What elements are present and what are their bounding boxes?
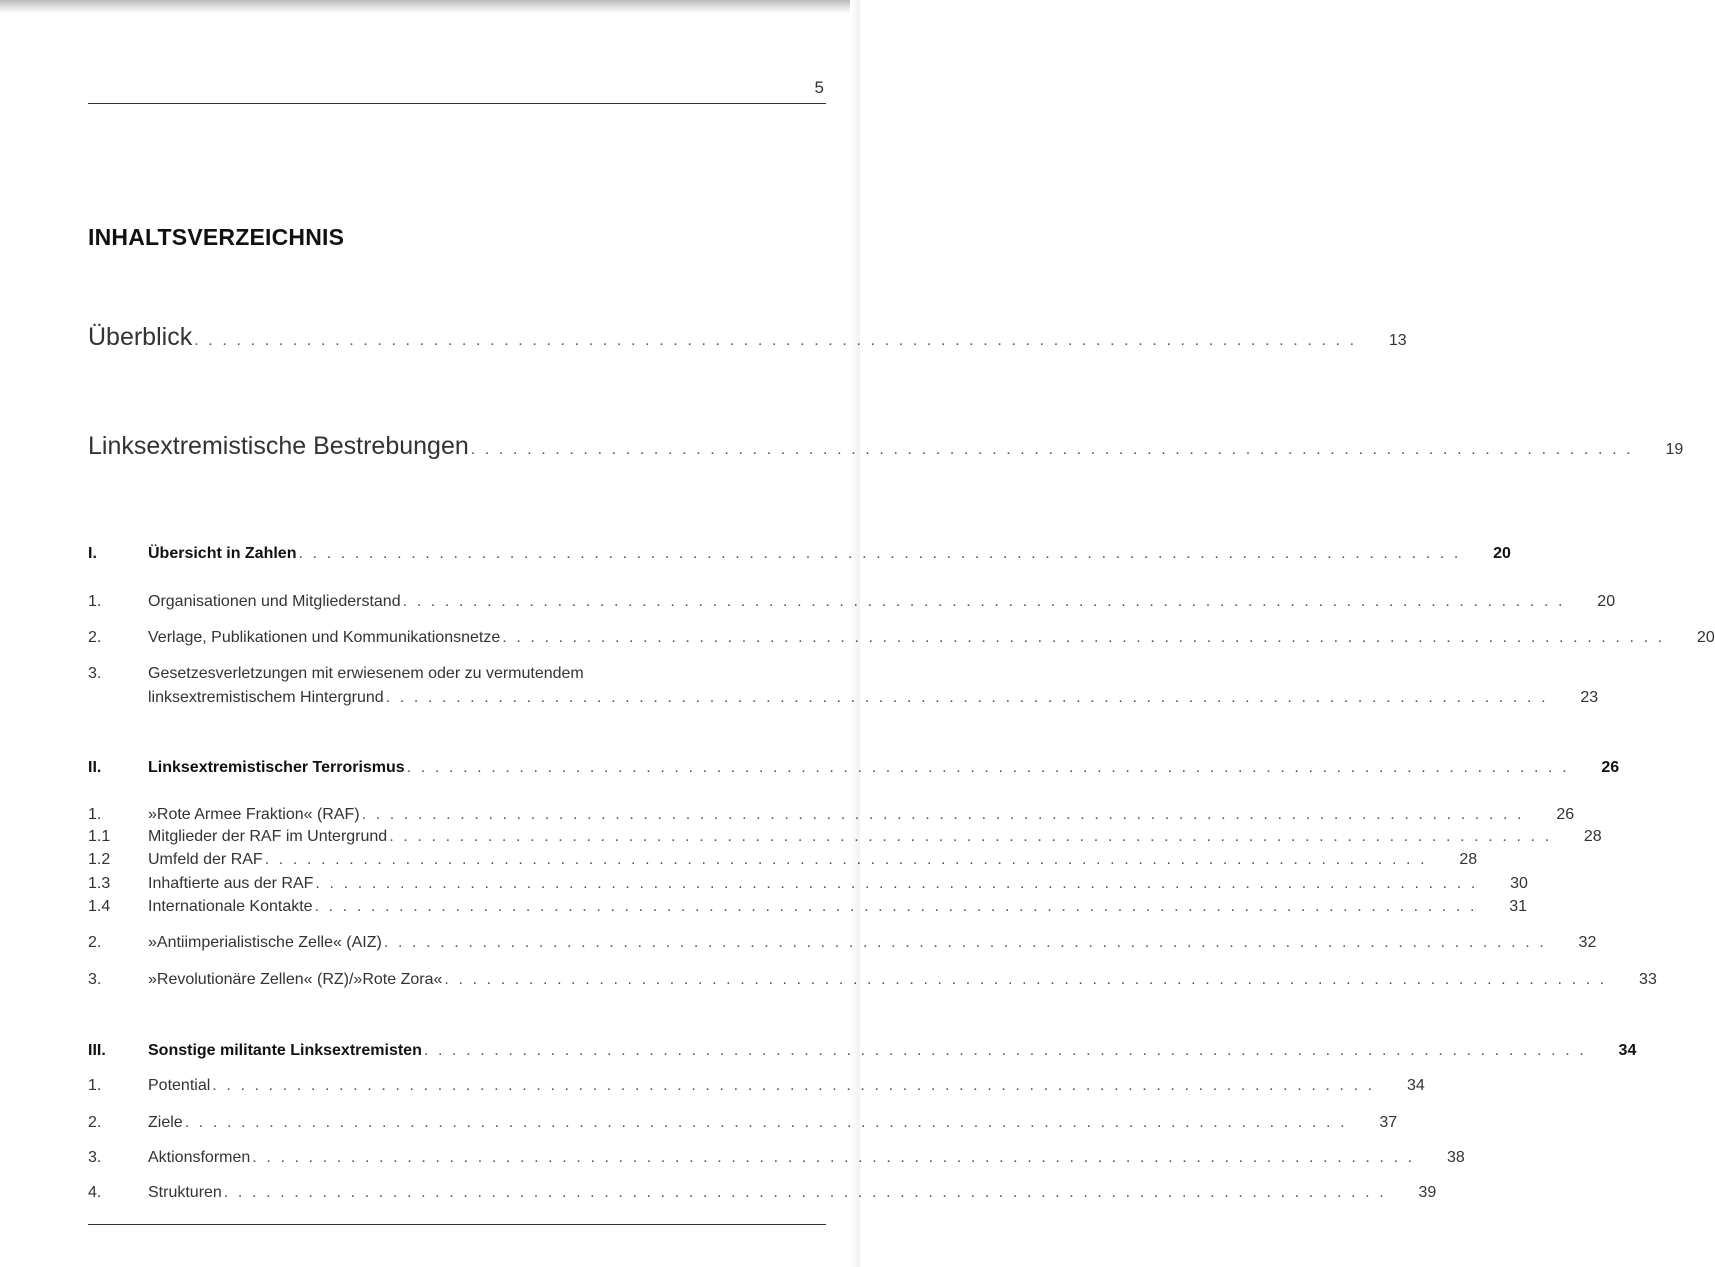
toc-page-number: 34 [1406,1077,1425,1094]
toc-leader-dots: . . . . . . . . . . . . . . . . . . . . . . . . . . . . . . . . . . . . . . . . . . . . . . . . . . . . . . . . . . . . . . . . . . . . . . . . . . . . . . . . . . . [444,971,1607,988]
toc-entry-title: »Antiimperialistische Zelle« (AIZ) [148,934,382,951]
toc-entry-3-4[interactable] [88,1184,1437,1206]
toc-entry-number: 1. [88,806,102,823]
toc-entry-title: Umfeld der RAF [148,851,263,868]
toc-entry-title: Linksextremistische Bestrebungen [88,432,469,460]
toc-entry-title: »Rote Armee Fraktion« (RAF) [148,806,360,823]
toc-leader-dots: . . . . . . . . . . . . . . . . . . . . . . . . . . . . . . . . . . . . . . . . . . . . . . . . . . . . . . . . . . . . . . . . . . . . . . . . . . . . . . . . . . . [361,806,1525,823]
toc-entry-number: 2. [88,629,102,646]
toc-entry-number: 4. [88,1184,102,1201]
toc-page-number: 28 [1583,828,1602,845]
toc-page-number: 32 [1578,934,1597,951]
toc-page-number: 23 [1580,689,1599,706]
toc-entry-number: 1.1 [88,828,111,845]
toc-entry-title: Inhaftierte aus der RAF [148,875,314,892]
toc-leader-dots: . . . . . . . . . . . . . . . . . . . . . . . . . . . . . . . . . . . . . . . . . . . . . . . . . . . . . . . . . . . . . . . . . . . . . . . . . . . . . . . . . . . [194,332,1357,349]
toc-page-number: 33 [1639,971,1657,988]
toc-leader-dots: . . . . . . . . . . . . . . . . . . . . . . . . . . . . . . . . . . . . . . . . . . . . . . . . . . . . . . . . . . . . . . . . . . . . . . . . . . . . . . . . . . . [383,934,1547,951]
toc-leader-dots: . . . . . . . . . . . . . . . . . . . . . . . . . . . . . . . . . . . . . . . . . . . . . . . . . . . . . . . . . . . . . . . . . . . . . . . . . . . . . . . . . . . [385,689,1549,706]
toc-entry-title: Ziele [148,1114,183,1131]
toc-entry-2-1-4[interactable] [88,898,1528,920]
toc-entry-2-1-3[interactable] [88,875,1528,897]
toc-page-number: 34 [1618,1042,1637,1059]
toc-leader-dots: . . . . . . . . . . . . . . . . . . . . . . . . . . . . . . . . . . . . . . . . . . . . . . . . . . . . . . . . . . . . . . . . . . . . . . . . . . . . . . . . . . . [423,1042,1587,1059]
toc-section-3[interactable] [88,1042,1637,1064]
toc-entry-title: Aktionsformen [148,1149,251,1166]
toc-entry-title: Übersicht in Zahlen [148,545,297,562]
toc-entry-number: I. [88,545,97,562]
toc-page-number: 30 [1510,875,1528,892]
toc-entry-ueberblick[interactable] [88,323,1407,357]
toc-page-number: 19 [1665,441,1684,458]
header-rule [88,103,826,104]
toc-page-number: 28 [1459,851,1478,868]
toc-entry-title-continued: linksextremistischem Hintergrund [148,689,384,706]
page-number: 5 [814,78,824,97]
toc-page-number: 26 [1601,759,1620,776]
toc-entry-3-1[interactable] [88,1077,1425,1099]
toc-entry-number: 3. [88,971,102,988]
scan-edge-top [0,0,860,14]
toc-page-number: 26 [1556,806,1575,823]
toc-entry-number: II. [88,759,102,776]
toc-entry-title: Internationale Kontakte [148,898,313,915]
toc-entry-title: Linksextremistischer Terrorismus [148,759,405,776]
toc-entry-title: Potential [148,1077,211,1094]
toc-page-number: 31 [1509,898,1528,915]
toc-entry-title: Sonstige militante Linksextremisten [148,1042,422,1059]
toc-page-number: 38 [1446,1149,1465,1166]
toc-entry-number: 1.4 [88,898,111,915]
toc-leader-dots: . . . . . . . . . . . . . . . . . . . . . . . . . . . . . . . . . . . . . . . . . . . . . . . . . . . . . . . . . . . . . . . . . . . . . . . . . . . . . . . . . . . [314,898,1478,915]
toc-entry-title: Organisationen und Mitgliederstand [148,593,401,610]
toc-entry-3-2[interactable] [88,1114,1398,1136]
toc-entry-number: 1. [88,1077,102,1094]
toc-page-number: 20 [1597,593,1616,610]
toc-entry-title: Mitglieder der RAF im Untergrund [148,828,388,845]
toc-leader-dots: . . . . . . . . . . . . . . . . . . . . . . . . . . . . . . . . . . . . . . . . . . . . . . . . . . . . . . . . . . . . . . . . . . . . . . . . . . . . . . . . . . . [315,875,1478,892]
toc-section-1[interactable] [88,545,1511,567]
toc-entry-2-3[interactable] [88,971,1657,993]
toc-entry-number: 2. [88,1114,102,1131]
toc-leader-dots: . . . . . . . . . . . . . . . . . . . . . . . . . . . . . . . . . . . . . . . . . . . . . . . . . . . . . . . . . . . . . . . . . . . . . . . . . . . . . . . . . . . [406,759,1570,776]
toc-page-number: 37 [1379,1114,1398,1131]
toc-entry-number: III. [88,1042,106,1059]
toc-entry-number: 3. [88,665,102,682]
toc-entry-title: Überblick [88,323,193,351]
toc-entry-number: 1.3 [88,875,111,892]
toc-leader-dots: . . . . . . . . . . . . . . . . . . . . . . . . . . . . . . . . . . . . . . . . . . . . . . . . . . . . . . . . . . . . . . . . . . . . . . . . . . . . . . . . . . . [223,1184,1387,1201]
toc-entry-number: 2. [88,934,102,951]
toc-entry-number: 1.2 [88,851,111,868]
toc-page-number: 13 [1388,332,1407,349]
toc-entry-title: Strukturen [148,1184,222,1201]
toc-section-2[interactable] [88,759,1620,781]
toc-entry-2-1-1[interactable] [88,828,1602,850]
toc-entry-2-1-2[interactable] [88,851,1478,873]
footer-rule [88,1224,826,1225]
toc-leader-dots: . . . . . . . . . . . . . . . . . . . . . . . . . . . . . . . . . . . . . . . . . . . . . . . . . . . . . . . . . . . . . . . . . . . . . . . . . . . . . . . . . . . [264,851,1428,868]
toc-page-number: 39 [1418,1184,1437,1201]
toc-entry-title: Gesetzesverletzungen mit erwiesenem oder zu vermutendem [148,665,584,682]
toc-entry-1-3-line1[interactable] [88,665,824,687]
page-title: INHALTSVERZEICHNIS [88,224,345,250]
toc-entry-title: Verlage, Publikationen und Kommunikationsnetze [148,629,501,646]
toc-leader-dots: . . . . . . . . . . . . . . . . . . . . . . . . . . . . . . . . . . . . . . . . . . . . . . . . . . . . . . . . . . . . . . . . . . . . . . . . . . . . . . . . . . . [402,593,1566,610]
toc-entry-number: 1. [88,593,102,610]
toc-page-number: 20 [1696,629,1715,646]
toc-entry-1-2[interactable] [88,629,1715,651]
toc-leader-dots: . . . . . . . . . . . . . . . . . . . . . . . . . . . . . . . . . . . . . . . . . . . . . . . . . . . . . . . . . . . . . . . . . . . . . . . . . . . . . . . . . . . [389,828,1552,845]
toc-entry-2-2[interactable] [88,934,1597,956]
toc-entry-title: »Revolutionäre Zellen« (RZ)/»Rote Zora« [148,971,443,988]
toc-entry-1-3-line2[interactable] [88,689,1599,711]
toc-entry-number: 3. [88,1149,102,1166]
toc-entry-linksextremistische-bestrebungen[interactable] [88,432,1684,466]
toc-entry-3-3[interactable] [88,1149,1465,1171]
toc-entry-2-1[interactable] [88,806,1575,828]
toc-leader-dots: . . . . . . . . . . . . . . . . . . . . . . . . . . . . . . . . . . . . . . . . . . . . . . . . . . . . . . . . . . . . . . . . . . . . . . . . . . . . . . . . . . . [298,545,1461,562]
toc-leader-dots: . . . . . . . . . . . . . . . . . . . . . . . . . . . . . . . . . . . . . . . . . . . . . . . . . . . . . . . . . . . . . . . . . . . . . . . . . . . . . . . . . . . [502,629,1665,646]
toc-leader-dots: . . . . . . . . . . . . . . . . . . . . . . . . . . . . . . . . . . . . . . . . . . . . . . . . . . . . . . . . . . . . . . . . . . . . . . . . . . . . . . . . . . . [184,1114,1348,1131]
toc-page-number: 20 [1493,545,1511,562]
toc-entry-1-1[interactable] [88,593,1616,615]
toc-leader-dots: . . . . . . . . . . . . . . . . . . . . . . . . . . . . . . . . . . . . . . . . . . . . . . . . . . . . . . . . . . . . . . . . . . . . . . . . . . . . . . . . . . . [252,1149,1415,1166]
toc-leader-dots: . . . . . . . . . . . . . . . . . . . . . . . . . . . . . . . . . . . . . . . . . . . . . . . . . . . . . . . . . . . . . . . . . . . . . . . . . . . . . . . . . . . [470,441,1634,458]
toc-leader-dots: . . . . . . . . . . . . . . . . . . . . . . . . . . . . . . . . . . . . . . . . . . . . . . . . . . . . . . . . . . . . . . . . . . . . . . . . . . . . . . . . . . . [212,1077,1375,1094]
